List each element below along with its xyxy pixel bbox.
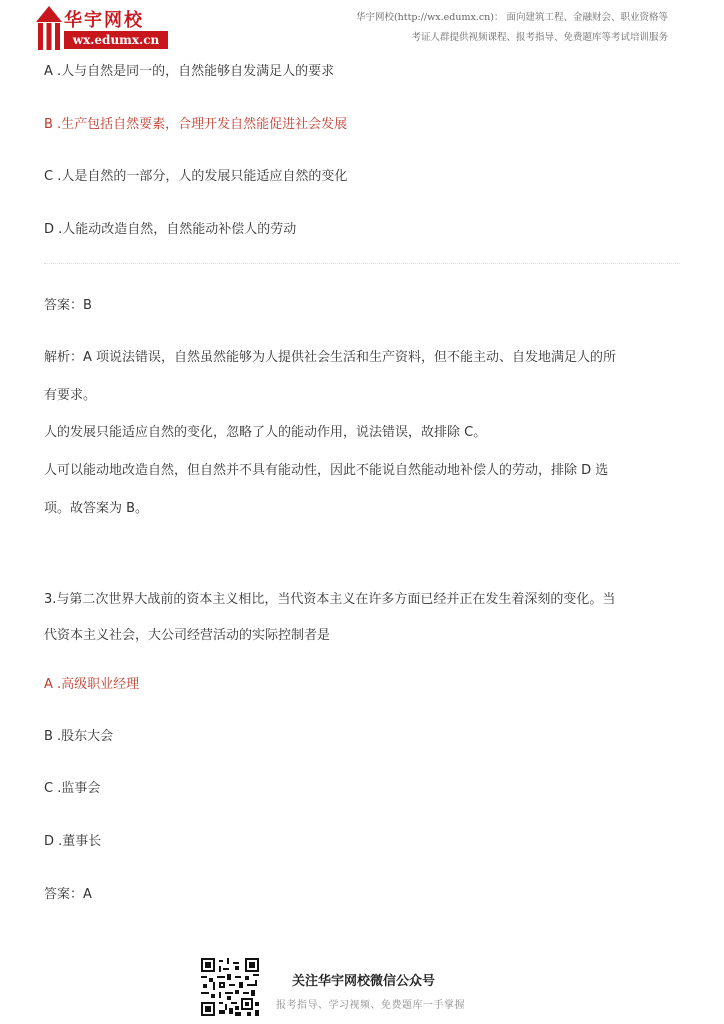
q3-option-a-correct: A .高级职业经理 xyxy=(44,677,140,692)
q2-option-b-correct: B .生产包括自然要素，合理开发自然能促进社会发展 xyxy=(44,117,348,132)
q3-option-c: C .监事会 xyxy=(44,781,101,796)
q2-analysis-line-3: 人的发展只能适应自然的变化，忽略了人的能动作用，说法错误，故排除 C。 xyxy=(44,425,487,440)
logo[interactable] xyxy=(36,6,168,50)
logo-text: 华宇网校 xyxy=(64,10,144,31)
qr-code-icon[interactable] xyxy=(201,958,259,1016)
logo-url: wx.edumx.cn xyxy=(64,31,168,49)
page-footer xyxy=(0,952,724,1024)
q3-option-d: D .董事长 xyxy=(44,834,102,849)
q3-option-b: B .股东大会 xyxy=(44,729,114,744)
divider xyxy=(44,263,680,264)
pencil-logo-icon xyxy=(36,6,62,50)
header-line-1: 华宇网校(http://wx.edumx.cn)： 面向建筑工程、金融财会、职业资格等 xyxy=(355,12,668,23)
q2-option-a: A .人与自然是同一的，自然能够自发满足人的要求 xyxy=(44,64,335,79)
q2-analysis-line-1: 解析：A 项说法错误，自然虽然能够为人提供社会生活和生产资料，但不能主动、自发地满足人的所 xyxy=(44,350,617,365)
q2-analysis-line-5: 项。故答案为 B。 xyxy=(44,501,149,516)
q2-analysis-line-2: 有要求。 xyxy=(44,388,97,403)
q2-option-d: D .人能动改造自然，自然能动补偿人的劳动 xyxy=(44,222,297,237)
q2-option-c: C .人是自然的一部分，人的发展只能适应自然的变化 xyxy=(44,169,348,184)
q2-analysis-line-4: 人可以能动地改造自然，但自然并不具有能动性，因此不能说自然能动地补偿人的劳动，排除 D 选 xyxy=(44,463,609,478)
page-header xyxy=(0,0,724,56)
footer-subtitle: 报考指导、学习视频、免费题库一手掌握 xyxy=(276,1000,465,1011)
header-tagline xyxy=(356,8,668,48)
header-line-2: 考证人群提供视频课程、报考指导、免费题库等考试培训服务 xyxy=(411,32,668,43)
q3-question-line-1: 3.与第二次世界大战前的资本主义相比，当代资本主义在许多方面已经并正在发生着深刻的变化。当 xyxy=(44,592,616,607)
footer-title: 关注华宇网校微信公众号 xyxy=(292,974,436,989)
q2-answer: 答案：B xyxy=(44,298,92,313)
q3-answer: 答案：A xyxy=(44,887,92,902)
q3-question-line-2: 代资本主义社会，大公司经营活动的实际控制者是 xyxy=(44,628,331,643)
